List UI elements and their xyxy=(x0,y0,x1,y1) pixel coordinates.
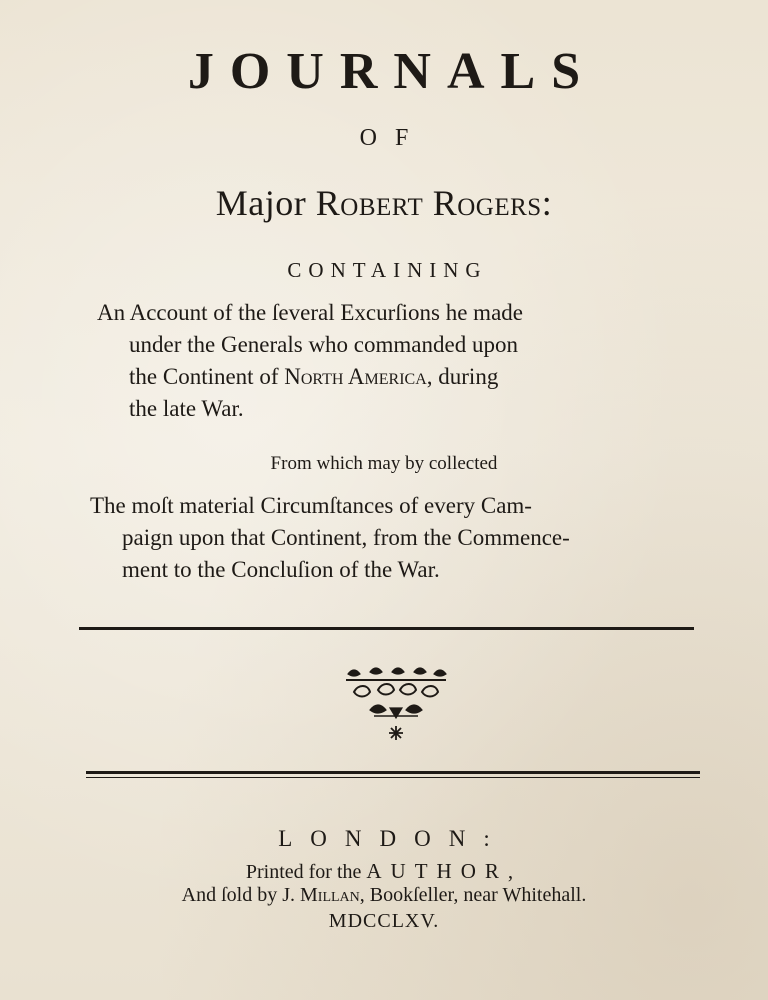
imprint-printed-line xyxy=(0,859,768,884)
imprint-year: MDCCLXV. xyxy=(328,910,440,932)
imprint-sold-line xyxy=(0,884,768,907)
imprint-bookseller: Millan xyxy=(300,884,360,906)
account-line xyxy=(97,361,689,393)
circumstances-line: ment to the Concluſion of the War. xyxy=(122,557,440,582)
from-which-line: From which may by collected xyxy=(270,453,498,474)
account-line: under the Generals who commanded upon xyxy=(129,332,518,357)
containing-heading: CONTAINING xyxy=(287,258,488,282)
divider-rule-top xyxy=(79,627,694,630)
circumstances-line: The moſt material Circumſtances of every Cam- xyxy=(90,493,532,518)
account-line-end: , during xyxy=(426,364,499,389)
author-prefix: Major xyxy=(215,183,307,223)
account-line: the late War. xyxy=(129,396,244,421)
circumstances-paragraph xyxy=(90,490,694,586)
page-title: JOURNALS xyxy=(187,43,597,100)
account-place: North America xyxy=(284,364,427,389)
author-fullname: Robert Rogers xyxy=(315,183,542,223)
imprint-sold-suffix: , Bookſeller, near Whitehall. xyxy=(359,884,587,906)
imprint-author: AUTHOR, xyxy=(366,859,523,883)
divider-rule-bottom xyxy=(86,771,700,774)
printers-flower-ornament-icon xyxy=(340,664,452,744)
imprint-sold-prefix: And ſold by J. xyxy=(181,884,300,906)
account-paragraph xyxy=(97,297,689,425)
title-of: OF xyxy=(359,125,427,151)
circumstances-line: paign upon that Continent, from the Commence- xyxy=(122,525,570,550)
account-line: An Account of the ſeveral Excurſions he made xyxy=(97,300,523,325)
imprint-city: LONDON: xyxy=(278,826,508,851)
divider-rule-bottom-thin xyxy=(86,777,700,778)
account-line-text: the Continent of xyxy=(129,364,285,389)
author-suffix: : xyxy=(541,183,553,223)
imprint-printed-prefix: Printed for the xyxy=(245,861,362,883)
author-name xyxy=(0,182,768,224)
